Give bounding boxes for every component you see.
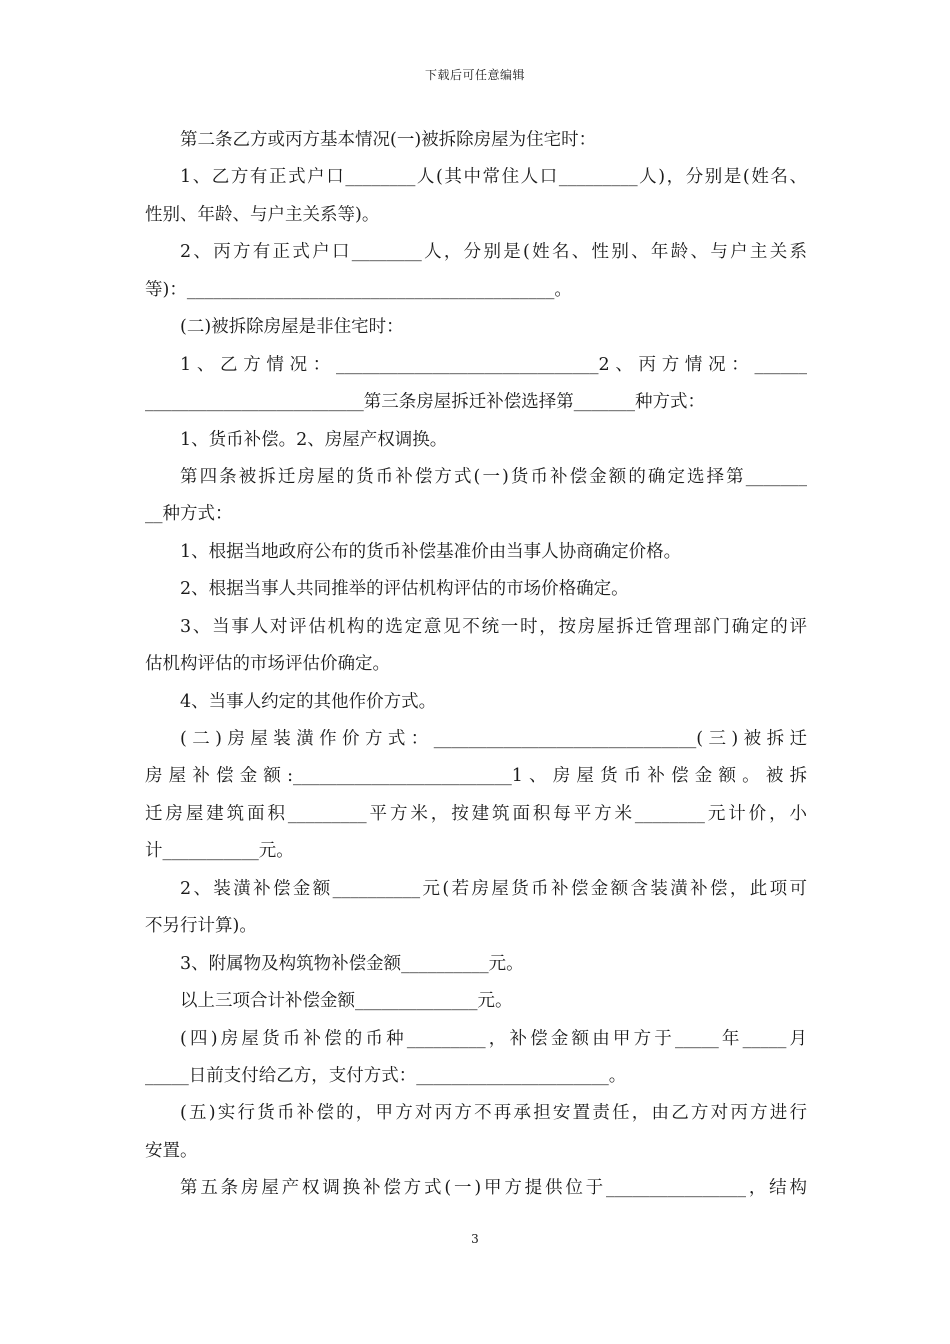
- paragraph-line: 第四条被拆迁房屋的货币补偿方式(一)货币补偿金额的确定选择第_______: [180, 466, 807, 487]
- paragraph-line: (二)房屋装潢作价方式：______________________________(三)被拆迁: [180, 729, 807, 749]
- document-body: [145, 122, 807, 1208]
- paragraph-line: 3、当事人对评估机构的选定意见不统一时，按房屋拆迁管理部门确定的评: [180, 616, 807, 637]
- paragraph-line: 3、附属物及构筑物补偿金额__________元。: [180, 953, 524, 974]
- paragraph-line: 1、货币补偿。2、房屋产权调换。: [180, 429, 448, 450]
- paragraph-line: 1、乙方有正式户口________人(其中常住人口_________人)，分别是(姓名、: [180, 167, 807, 188]
- paragraph-line: 第五条房屋产权调换补偿方式(一)甲方提供位于________________，结构: [180, 1178, 807, 1199]
- paragraph-line: (二)被拆除房屋是非住宅时：: [180, 317, 404, 338]
- paragraph-line: 2、丙方有正式户口________人，分别是(姓名、性别、年龄、与户主关系: [180, 242, 807, 263]
- paragraph-line: 安置。: [145, 1140, 198, 1161]
- paragraph-line: 以上三项合计补偿金额______________元。: [180, 991, 513, 1012]
- paragraph-line: _________________________第三条房屋拆迁补偿选择第_______种方式：: [145, 392, 705, 413]
- paragraph-line: (五)实行货币补偿的，甲方对丙方不再承担安置责任，由乙方对丙方进行: [180, 1103, 807, 1124]
- paragraph-line: 1、根据当地政府公布的货币补偿基准价由当事人协商确定价格。: [180, 541, 682, 562]
- paragraph-line: 4、当事人约定的其他作价方式。: [180, 691, 437, 712]
- paragraph-line: (四)房屋货币补偿的币种_________，补偿金额由甲方于_____年_____月: [180, 1028, 807, 1049]
- paragraph-line: 2、装潢补偿金额__________元(若房屋货币补偿金额含装潢补偿，此项可: [180, 878, 807, 899]
- paragraph-line: 1、乙方情况：______________________________2、丙方情况：______: [180, 354, 807, 375]
- paragraph-line: 不另行计算)。: [145, 916, 257, 937]
- paragraph-line: 迁房屋建筑面积_________平方米，按建筑面积每平方米________元计价，小: [145, 803, 807, 824]
- paragraph-line: __种方式：: [145, 504, 233, 525]
- paragraph-line: 2、根据当事人共同推举的评估机构评估的市场价格确定。: [180, 579, 629, 600]
- paragraph-line: 估机构评估的市场评估价确定。: [145, 654, 390, 675]
- paragraph-line: 等)：__________________________________________。: [145, 279, 572, 300]
- paragraph-line: 性别、年龄、与户主关系等)。: [145, 204, 380, 225]
- paragraph-line: _____日前支付给乙方，支付方式：______________________。: [145, 1065, 627, 1086]
- paragraph-line: 第二条乙方或丙方基本情况(一)被拆除房屋为住宅时：: [180, 130, 597, 150]
- paragraph-line: 房屋补偿金额:_________________________1、房屋货币补偿金额。被拆: [145, 766, 807, 787]
- page-header: 下载后可任意编辑: [424, 68, 525, 82]
- paragraph-line: 计___________元。: [145, 841, 294, 862]
- page-number: 3: [471, 1232, 479, 1246]
